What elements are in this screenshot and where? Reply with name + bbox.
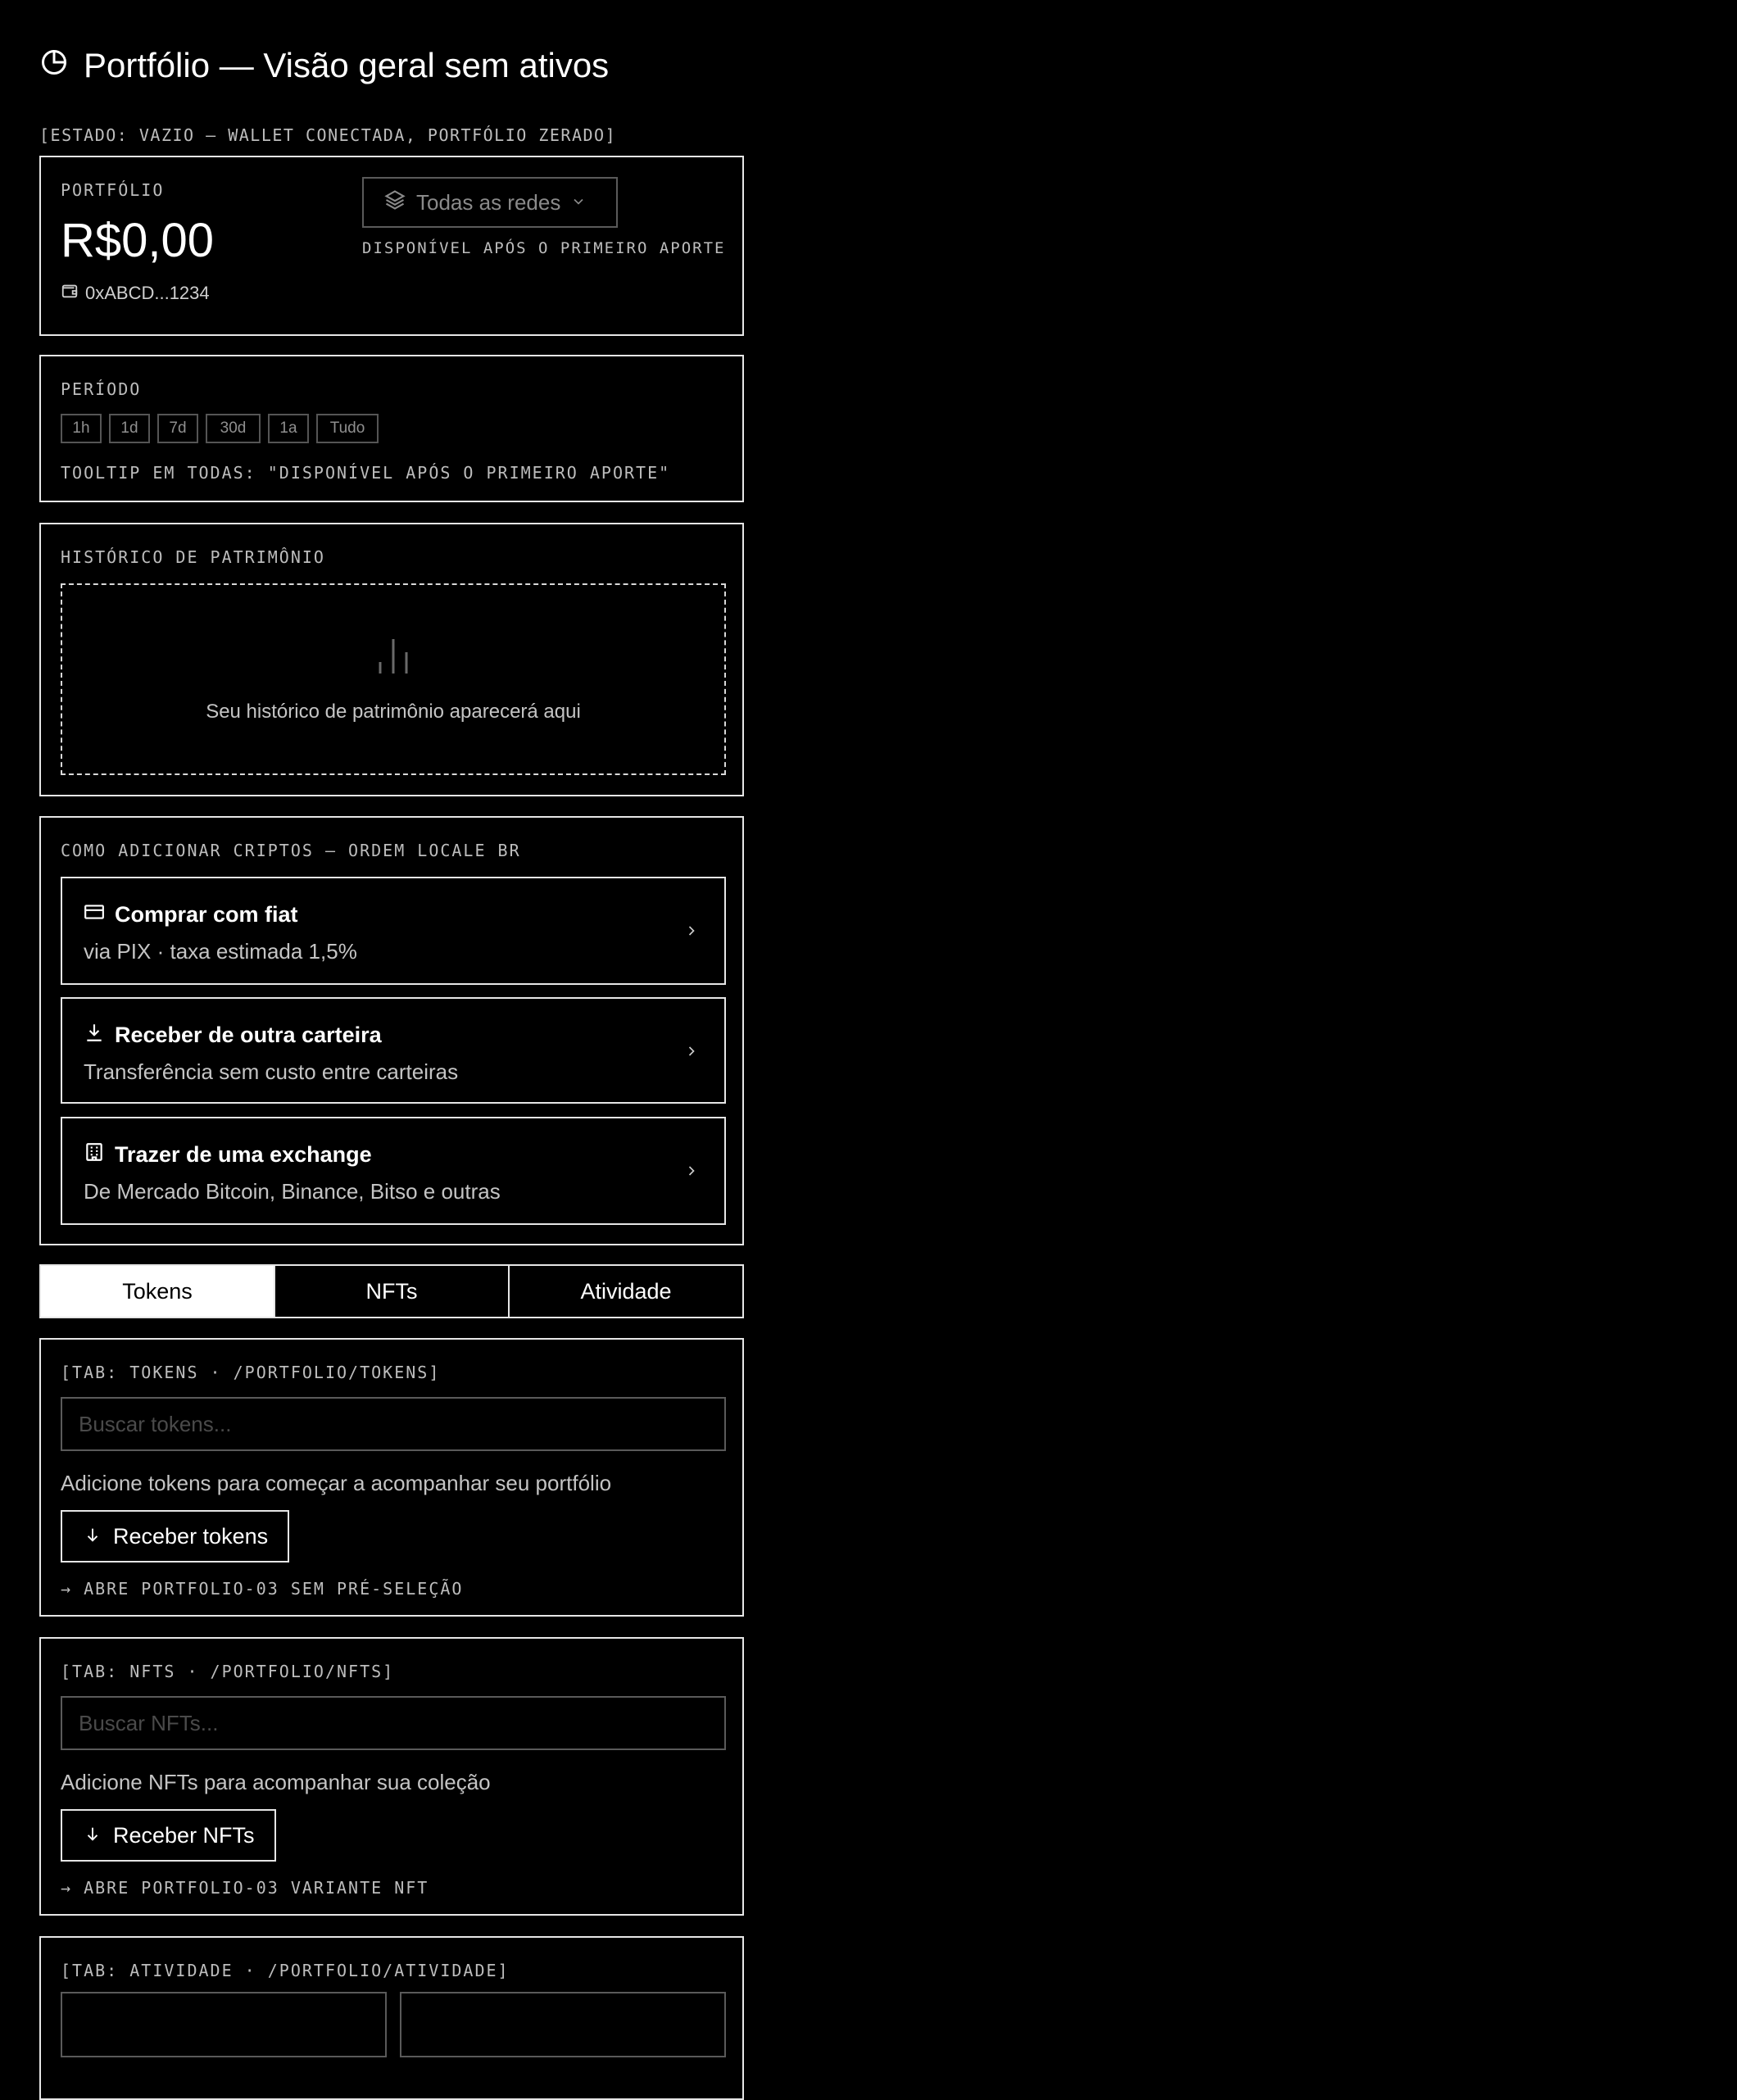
chevron-right-icon bbox=[683, 1161, 700, 1185]
receive-nfts-button[interactable] bbox=[61, 1809, 276, 1862]
activity-filter-right[interactable] bbox=[400, 1992, 726, 2057]
credit-card-icon bbox=[84, 901, 105, 928]
period-chip-1a[interactable]: 1a bbox=[268, 414, 309, 443]
bar-chart-icon bbox=[375, 636, 411, 679]
receive-nfts-label: Receber NFTs bbox=[113, 1822, 255, 1848]
nfts-panel bbox=[39, 1637, 744, 1916]
tokens-panel-note: → ABRE PORTFOLIO-03 SEM PRÉ-SELEÇÃO bbox=[61, 1579, 464, 1599]
period-chip-30d[interactable]: 30d bbox=[206, 414, 261, 443]
chevron-down-icon bbox=[570, 190, 587, 215]
activity-panel bbox=[39, 1936, 744, 2100]
period-options bbox=[61, 414, 379, 443]
nfts-empty-text: Adicione NFTs para acompanhar sua coleção bbox=[61, 1770, 491, 1794]
option-subtitle: via PIX · taxa estimada 1,5% bbox=[84, 939, 357, 964]
history-empty-message: Seu histórico de patrimônio aparecerá aqui bbox=[206, 700, 581, 723]
nfts-search-input[interactable] bbox=[61, 1696, 726, 1750]
pie-chart-icon bbox=[39, 46, 69, 85]
activity-filter-left[interactable] bbox=[61, 1992, 387, 2057]
add-crypto-label: COMO ADICIONAR CRIPTOS — ORDEM LOCALE BR bbox=[61, 841, 521, 860]
nfts-panel-label: [TAB: NFTS · /PORTFOLIO/NFTS] bbox=[61, 1662, 395, 1681]
wallet-icon bbox=[61, 282, 79, 305]
network-selector[interactable] bbox=[362, 177, 618, 228]
portfolio-card bbox=[39, 156, 744, 336]
state-label: [ESTADO: VAZIO — WALLET CONECTADA, PORTFÓLIO ZERADO] bbox=[39, 125, 617, 145]
network-hint: DISPONÍVEL APÓS O PRIMEIRO APORTE bbox=[362, 239, 726, 257]
activity-panel-label: [TAB: ATIVIDADE · /PORTFOLIO/ATIVIDADE] bbox=[61, 1961, 510, 1980]
period-chip-1d[interactable]: 1d bbox=[109, 414, 150, 443]
wallet-address-text: 0xABCD...1234 bbox=[85, 283, 210, 303]
download-icon bbox=[84, 1022, 105, 1049]
tokens-panel bbox=[39, 1338, 744, 1617]
arrow-down-icon bbox=[84, 1524, 102, 1549]
period-label: PERÍODO bbox=[61, 379, 142, 399]
tokens-panel-label: [TAB: TOKENS · /PORTFOLIO/TOKENS] bbox=[61, 1363, 441, 1382]
period-tooltip-note: TOOLTIP EM TODAS: "DISPONÍVEL APÓS O PRIMEIRO APORTE" bbox=[61, 463, 671, 483]
tab-tokens[interactable]: Tokens bbox=[41, 1266, 274, 1317]
chevron-right-icon bbox=[683, 921, 700, 945]
add-crypto-card bbox=[39, 816, 744, 1245]
portfolio-tabs bbox=[39, 1264, 744, 1318]
history-empty-state bbox=[61, 583, 726, 775]
period-card bbox=[39, 355, 744, 502]
portfolio-value: R$0,00 bbox=[61, 214, 215, 267]
option-title: Trazer de uma exchange bbox=[115, 1142, 372, 1167]
nfts-panel-note: → ABRE PORTFOLIO-03 VARIANTE NFT bbox=[61, 1878, 429, 1898]
receive-tokens-label: Receber tokens bbox=[113, 1523, 269, 1549]
network-selector-label: Todas as redes bbox=[416, 189, 561, 215]
bank-building-icon bbox=[84, 1141, 105, 1168]
tab-atividade[interactable]: Atividade bbox=[508, 1266, 742, 1317]
period-chip-1h[interactable]: 1h bbox=[61, 414, 102, 443]
option-from-exchange[interactable] bbox=[61, 1117, 726, 1225]
option-buy-fiat[interactable] bbox=[61, 877, 726, 985]
option-title: Receber de outra carteira bbox=[115, 1023, 382, 1047]
arrow-down-icon bbox=[84, 1823, 102, 1848]
layers-icon bbox=[383, 188, 406, 217]
portfolio-label: PORTFÓLIO bbox=[61, 180, 165, 200]
wallet-address[interactable] bbox=[61, 282, 210, 305]
history-label: HISTÓRICO DE PATRIMÔNIO bbox=[61, 547, 325, 567]
page-title-text: Portfólio — Visão geral sem ativos bbox=[84, 46, 610, 84]
tokens-empty-text: Adicione tokens para começar a acompanhar seu portfólio bbox=[61, 1471, 612, 1495]
period-chip-tudo[interactable]: Tudo bbox=[316, 414, 379, 443]
option-subtitle: De Mercado Bitcoin, Binance, Bitso e outras bbox=[84, 1179, 501, 1204]
option-subtitle: Transferência sem custo entre carteiras bbox=[84, 1059, 459, 1084]
tab-nfts[interactable]: NFTs bbox=[274, 1266, 508, 1317]
option-receive-wallet[interactable] bbox=[61, 997, 726, 1104]
option-title: Comprar com fiat bbox=[115, 902, 298, 927]
chevron-right-icon bbox=[683, 1041, 700, 1065]
history-card bbox=[39, 523, 744, 796]
page-title bbox=[39, 41, 609, 90]
period-chip-7d[interactable]: 7d bbox=[157, 414, 198, 443]
receive-tokens-button[interactable] bbox=[61, 1510, 289, 1563]
tokens-search-input[interactable] bbox=[61, 1397, 726, 1451]
